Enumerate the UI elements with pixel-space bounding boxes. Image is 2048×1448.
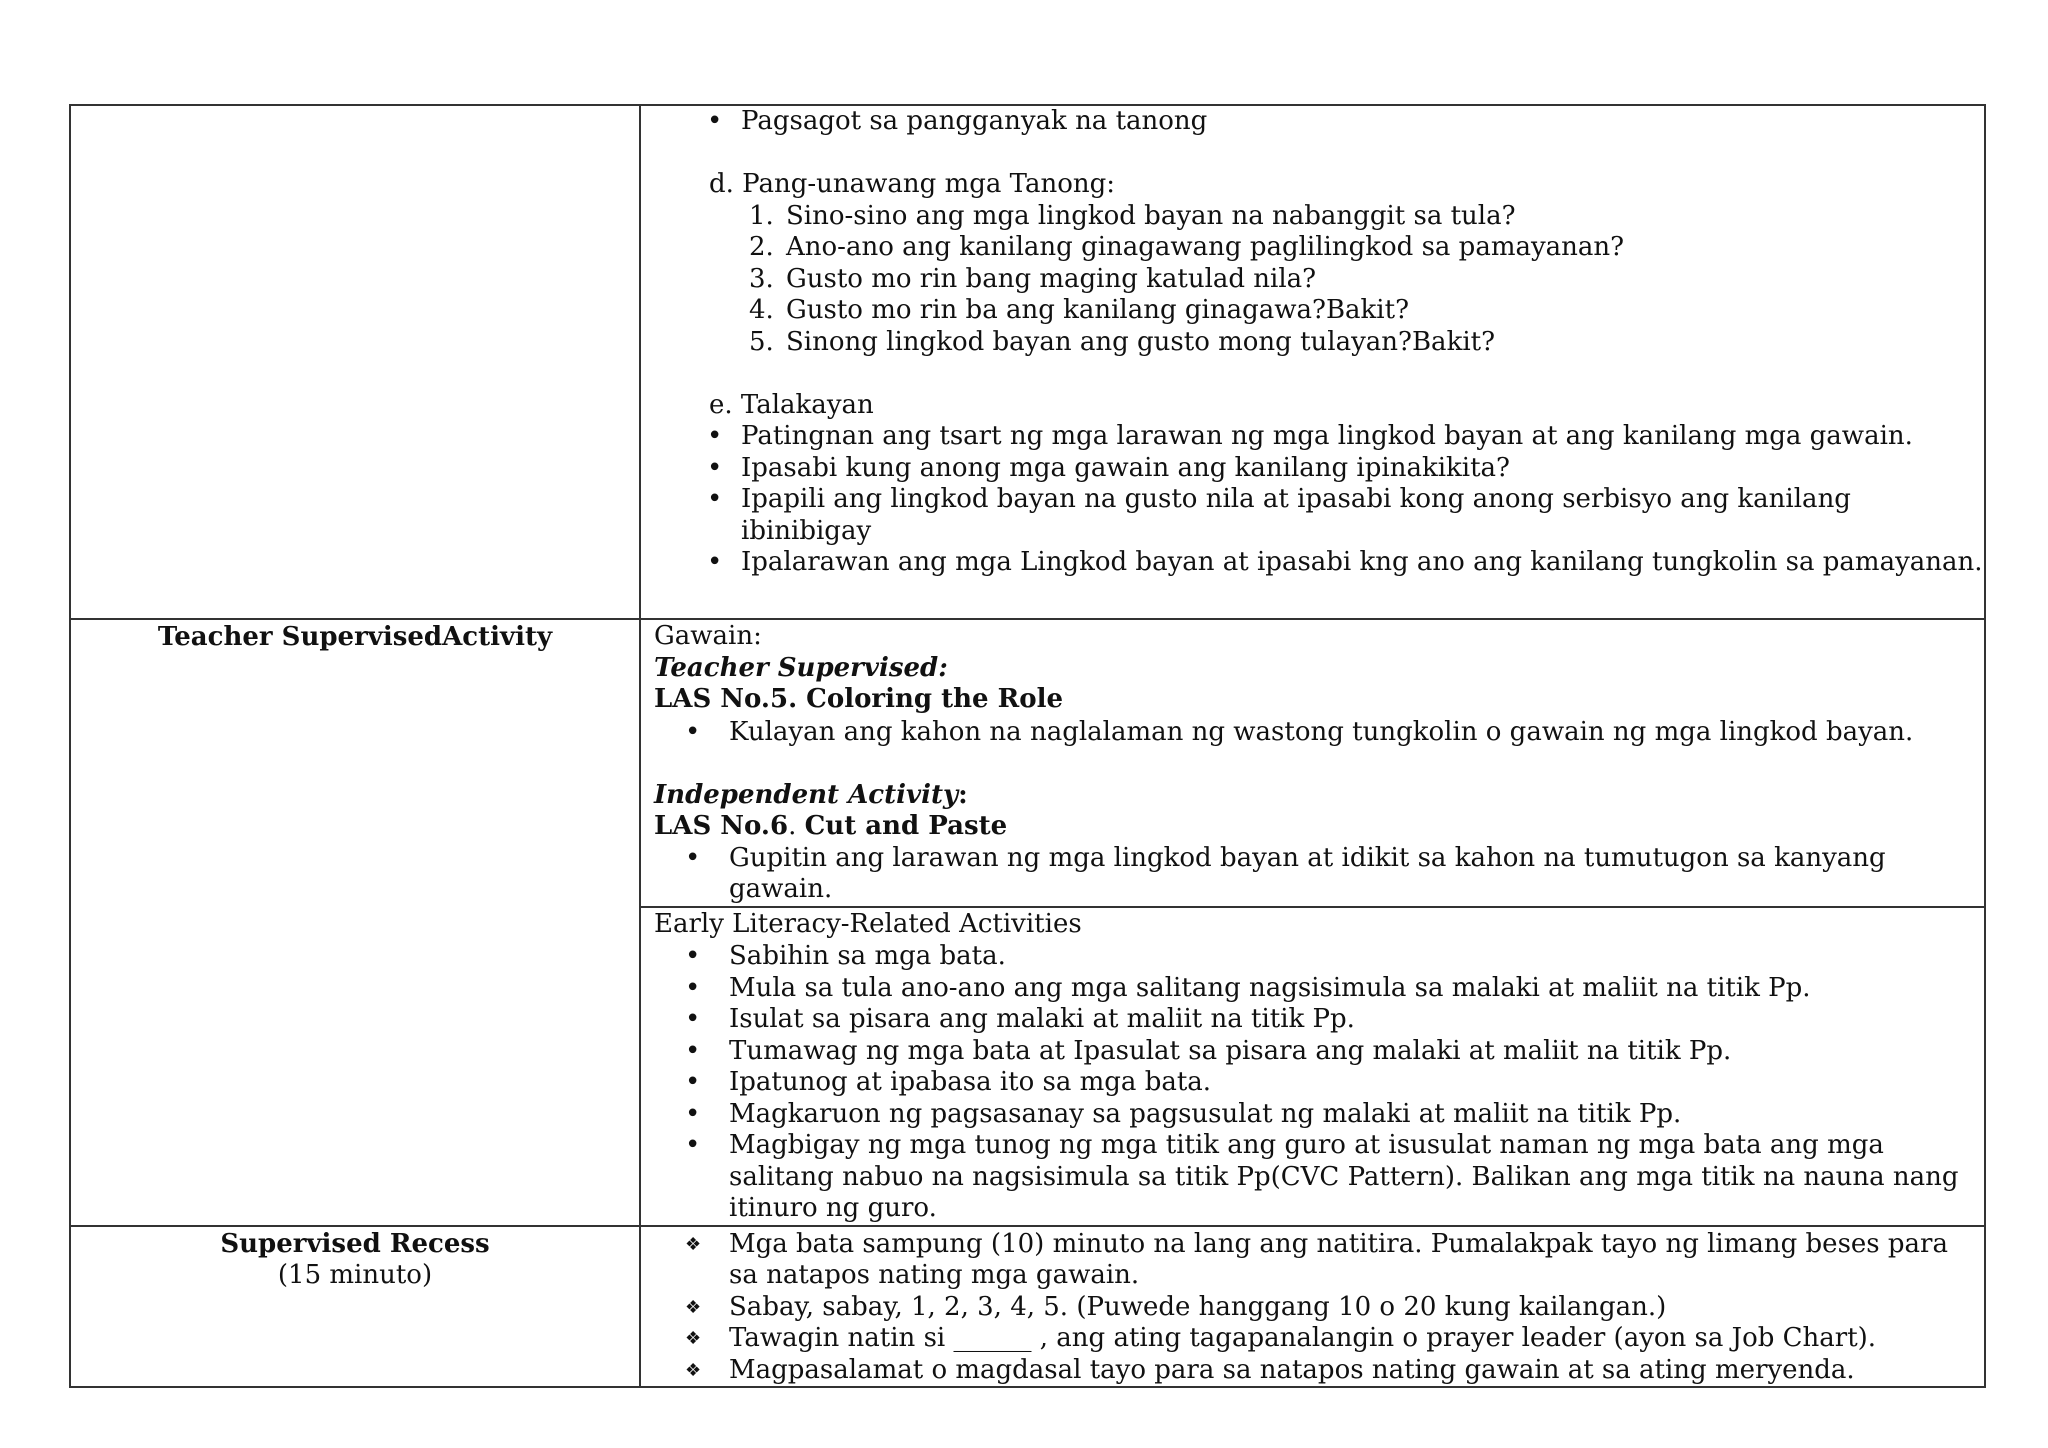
- list-item: • Ipapili ang lingkod bayan na gusto nila at ipasabi kong anong serbisyo ang kanilang ibinibigay: [641, 484, 1984, 547]
- list-item: ❖ Mga bata sampung (10) minuto na lang ang natitira. Pumalakpak tayo ng limang beses para sa natapos nating mga gawain.: [641, 1229, 1984, 1292]
- las6-title: LAS No.6. Cut and Paste: [654, 811, 1008, 841]
- list-item: • Sabihin sa mga bata.: [641, 941, 1984, 973]
- list-item: 1. Sino-sino ang mga lingkod bayan na nabanggit sa tula?: [749, 200, 1516, 231]
- talakayan-bullet-list: [641, 421, 1984, 579]
- list-item: 5. Sinong lingkod bayan ang gusto mong tulayan?Bakit?: [749, 326, 1496, 357]
- list-item: • Kulayan ang kahon na naglalaman ng wastong tungkolin o gawain ng mga lingkod bayan.: [641, 717, 1984, 749]
- las6-list: [641, 843, 1984, 906]
- list-item: ❖ Magpasalamat o magdasal tayo para sa natapos nating gawain at sa ating meryenda.: [641, 1355, 1984, 1387]
- row2-left-cell: [70, 619, 640, 1226]
- recess-duration: (15 minuto): [277, 1260, 433, 1290]
- row2-right-cell: [640, 619, 1985, 907]
- list-item: • Magbigay ng mga tunog ng mga titik ang guro at isusulat naman ng mga bata ang mga salitang nabuo na nagsisimula sa titik Pp(CVC Pattern). Balikan ang mga titik na nauna nang itinuro ng guro.: [641, 1130, 1984, 1225]
- list-item: • Gupitin ang larawan ng mga lingkod bayan at idikit sa kahon na tumutugon sa kanyang gawain.: [641, 843, 1984, 906]
- list-item: • Ipalarawan ang mga Lingkod bayan at ipasabi kng ano ang kanilang tungkolin sa pamayanan.: [641, 547, 1984, 579]
- early-literacy-title: Early Literacy-Related Activities: [654, 908, 1082, 939]
- table-row-supervised-recess: [70, 1226, 1985, 1388]
- comprehension-questions-list: [641, 201, 1984, 359]
- las5-title: LAS No.5. Coloring the Role: [654, 684, 1064, 714]
- row4-right-cell: [640, 1226, 1985, 1388]
- teacher-supervised-label: Teacher Supervised:: [654, 652, 948, 683]
- list-item: • Pagsagot sa pangganyak na tanong: [641, 106, 1984, 138]
- list-item: • Patingnan ang tsart ng mga larawan ng mga lingkod bayan at ang kanilang mga gawain.: [641, 421, 1984, 453]
- gawain-label: Gawain:: [654, 621, 762, 651]
- row1-left-cell: [70, 105, 640, 619]
- list-item: • Isulat sa pisara ang malaki at maliit na titik Pp.: [641, 1004, 1984, 1036]
- independent-activity-heading: Independent Activity:: [654, 779, 968, 810]
- list-item: • Mula sa tula ano-ano ang mga salitang nagsisimula sa malaki at maliit na titik Pp.: [641, 973, 1984, 1005]
- table-row-discussion: [70, 105, 1985, 619]
- section-e-title: e. Talakayan: [709, 389, 874, 420]
- list-item: • Ipatunog at ipabasa ito sa mga bata.: [641, 1067, 1984, 1099]
- section-title-supervised-recess: Supervised Recess: [220, 1228, 490, 1259]
- recess-list: [641, 1227, 1984, 1387]
- list-item: 2. Ano-ano ang kanilang ginagawang paglilingkod sa pamayanan?: [749, 232, 1625, 262]
- section-d-title: d. Pang-unawang mga Tanong:: [709, 169, 1116, 199]
- table-row-teacher-supervised: [70, 619, 1985, 907]
- list-item: • Ipasabi kung anong mga gawain ang kanilang ipinakikita?: [641, 453, 1984, 485]
- las5-list: [641, 717, 1984, 749]
- early-literacy-list: [641, 941, 1984, 1225]
- list-item: • Tumawag ng mga bata at Ipasulat sa pisara ang malaki at maliit na titik Pp.: [641, 1036, 1984, 1068]
- list-item: ❖ Sabay, sabay, 1, 2, 3, 4, 5. (Puwede hanggang 10 o 20 kung kailangan.): [641, 1292, 1984, 1324]
- section-title-teacher-supervised: Teacher SupervisedActivity: [157, 622, 553, 652]
- row3-right-cell: [640, 907, 1985, 1226]
- lesson-plan-table: [69, 104, 1986, 1388]
- row1-right-cell: [640, 105, 1985, 619]
- list-item: 4. Gusto mo rin ba ang kanilang ginagawa?Bakit?: [749, 295, 1410, 325]
- list-item: ❖ Tawagin natin si ______ , ang ating tagapanalangin o prayer leader (ayon sa Job Chart).: [641, 1323, 1984, 1355]
- list-item: 3. Gusto mo rin bang maging katulad nila?: [749, 263, 1317, 294]
- list-item: • Magkaruon ng pagsasanay sa pagsusulat ng malaki at maliit na titik Pp.: [641, 1099, 1984, 1131]
- row4-left-cell: [70, 1226, 640, 1388]
- motivation-bullet-list: [641, 106, 1984, 138]
